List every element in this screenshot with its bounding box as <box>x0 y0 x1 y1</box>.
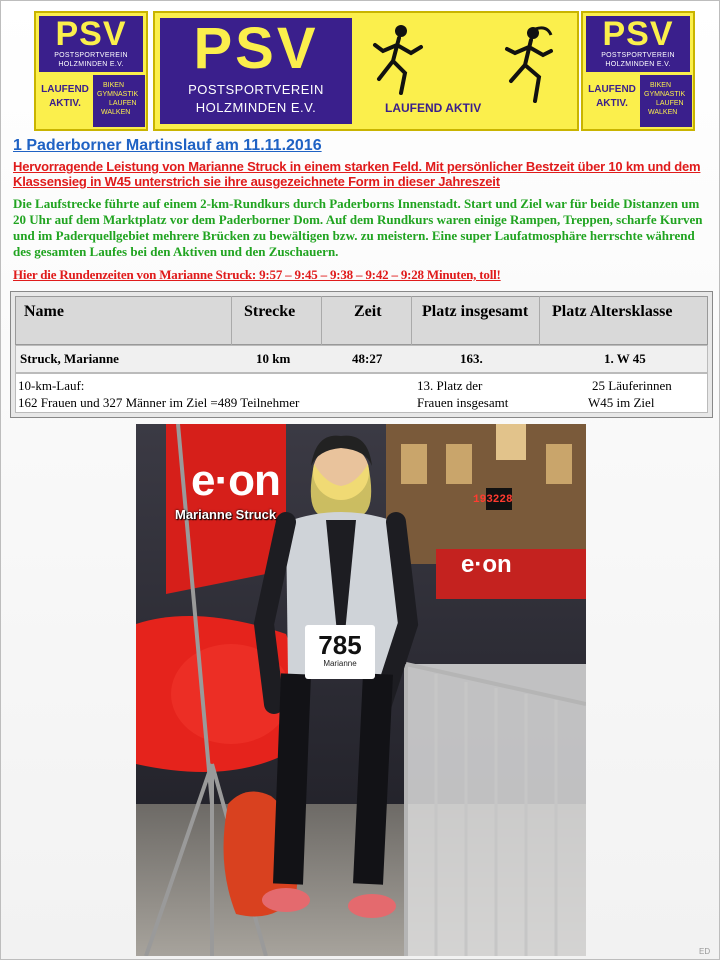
footer-right-line1: 25 Läuferinnen <box>592 378 672 393</box>
header-platz: Platz insgesamt <box>422 303 529 320</box>
author-mark: ED <box>699 947 711 956</box>
bib-number: 785 <box>318 630 362 660</box>
table-header-row <box>15 296 708 345</box>
logo-line2: HOLZMINDEN E.V. <box>605 61 671 68</box>
footer-mid-line1: 13. Platz der <box>417 378 483 393</box>
logo-laufend: LAUFEND <box>588 84 636 95</box>
bib-name: Marianne <box>323 659 357 668</box>
logo-laufend-aktiv <box>586 75 638 127</box>
article-body: Die Laufstrecke führte auf einem 2-km-Rundkurs durch Paderborns Innenstadt. Start und Ziel war für beide Distanzen um 20 Uhr auf dem Marktplatz vor dem Paderborner Dom. Auf dem Rundkurs waren einige Rampen, Treppen, scharfe Kurven und im Paderquellgebiet mehrere Brücken zu bewältigen bzw. zu meistern. Eine super Laufatmosphäre herrschte während des gesamten Laufes bei den Aktiven und den Zuschauern. <box>13 196 703 259</box>
table-row <box>15 345 708 373</box>
logo-line1: POSTSPORTVEREIN <box>54 52 128 59</box>
runner-female-icon <box>495 21 565 111</box>
logo-activity: GYMNASTIK <box>644 91 686 98</box>
article-lead: Hervorragende Leistung von Marianne Struck in einem starken Feld. Mit persönlicher Bestzeit über 10 km und dem Klassensieg in W45 unterstrich sie ihre ausgezeichnete Form in dieser Jahreszeit <box>13 159 701 189</box>
logo-activity: LAUFEN <box>109 100 137 107</box>
logo-activity: BIKEN <box>103 82 125 89</box>
header-name: Name <box>24 303 64 320</box>
article-lap-times: Hier die Rundenzeiten von Marianne Struck: 9:57 – 9:45 – 9:38 – 9:42 – 9:28 Minuten, toll! <box>13 267 501 282</box>
footer-mid-line2: Frauen insgesamt <box>417 395 509 410</box>
psv-logo-main <box>153 11 579 131</box>
footer-frauen-platz <box>417 377 508 411</box>
logo-laufend-aktiv <box>39 75 91 127</box>
table-footer-row <box>15 373 708 413</box>
logo-main-psv: PSV <box>193 16 319 81</box>
logo-activity: LAUFEN <box>656 100 684 107</box>
runner-male-icon <box>365 21 435 101</box>
footer-w45 <box>588 377 672 411</box>
logo-aktiv: AKTIV. <box>49 98 81 109</box>
eon-banner-text: e·on <box>191 456 280 505</box>
photo-caption: Marianne Struck <box>175 507 277 522</box>
header-altersklasse: Platz Altersklasse <box>552 303 673 320</box>
logo-psv-text: PSV <box>55 15 127 53</box>
logo-laufend: LAUFEND <box>41 84 89 95</box>
logo-main-laufend: LAUFEND AKTIV <box>385 101 482 115</box>
logo-line1: POSTSPORTVEREIN <box>601 52 675 59</box>
psv-logo-left <box>34 11 148 131</box>
logo-main-line1: POSTSPORTVEREIN <box>188 82 324 97</box>
footer-left-line2: 162 Frauen und 327 Männer im Ziel =489 Teilnehmer <box>18 395 300 410</box>
cell-name: Struck, Marianne <box>20 351 119 366</box>
footer-teilnehmer <box>18 377 299 411</box>
start-number-bib <box>305 625 375 679</box>
header-zeit: Zeit <box>354 303 382 320</box>
logo-top-panel <box>39 16 143 72</box>
header-strecke: Strecke <box>244 303 296 320</box>
logo-activities <box>93 75 145 127</box>
logo-psv-text: PSV <box>602 15 674 53</box>
logo-top-panel <box>586 16 690 72</box>
logo-main-line2: HOLZMINDEN E.V. <box>195 100 317 115</box>
results-table <box>10 291 713 418</box>
logo-activity: WALKEN <box>648 109 678 116</box>
footer-right-line2: W45 im Ziel <box>588 395 655 410</box>
footer-left-line1: 10-km-Lauf: <box>18 378 85 393</box>
cell-zeit: 48:27 <box>352 351 383 366</box>
logo-activity: GYMNASTIK <box>97 91 139 98</box>
cell-altersklasse: 1. W 45 <box>604 351 646 366</box>
cell-strecke: 10 km <box>256 351 291 366</box>
logo-activity: WALKEN <box>101 109 131 116</box>
logo-main-panel <box>160 18 352 124</box>
logo-activities <box>640 75 692 127</box>
race-clock: 193228 <box>473 494 513 506</box>
article-title: 1 Paderborner Martinslauf am 11.11.2016 <box>13 137 322 154</box>
psv-logo-right <box>581 11 695 131</box>
logo-activity: BIKEN <box>650 82 672 89</box>
logo-aktiv: AKTIV. <box>596 98 628 109</box>
logo-line2: HOLZMINDEN E.V. <box>58 61 124 68</box>
eon-banner-text-2: e·on <box>461 551 512 578</box>
cell-platz: 163. <box>460 351 483 366</box>
